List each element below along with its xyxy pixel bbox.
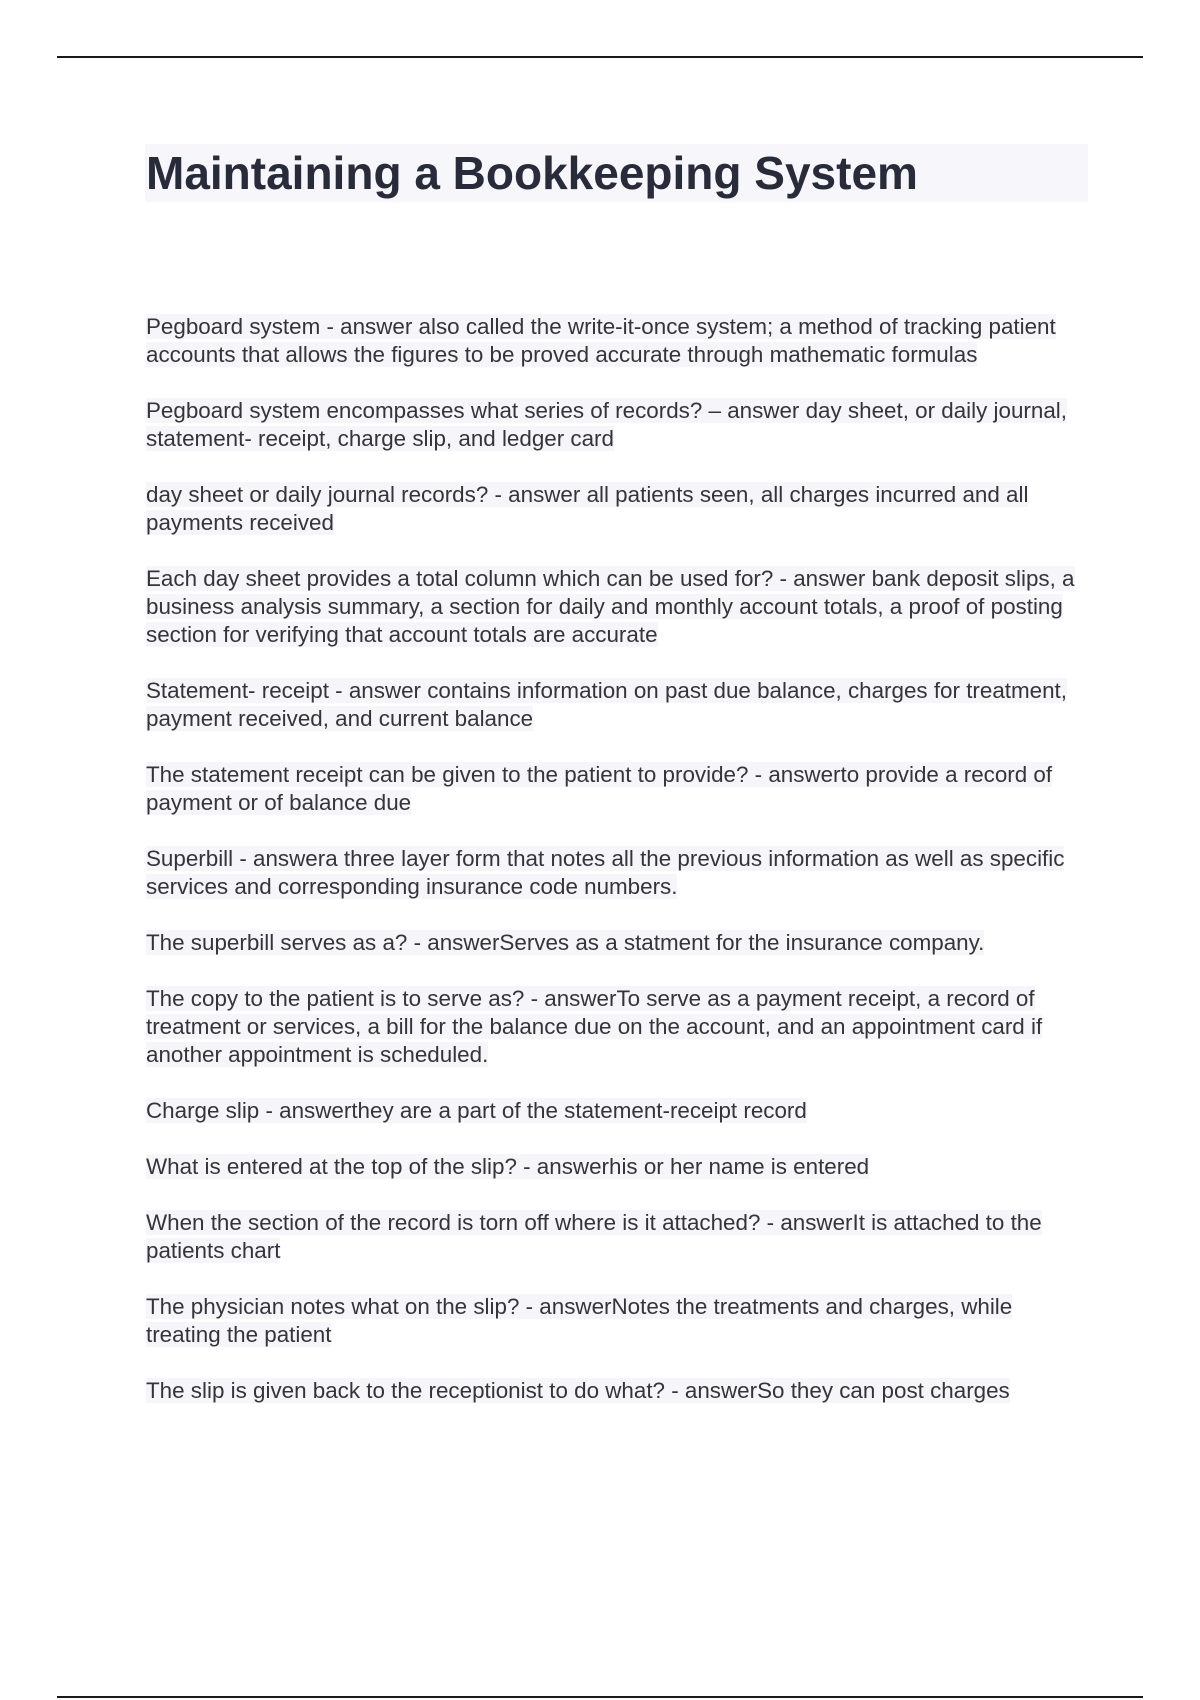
qa-entry (146, 481, 1091, 537)
qa-entry (146, 1377, 1091, 1405)
qa-entry-text: day sheet or daily journal records? - answer all patients seen, all charges incurred and all payments received (146, 482, 1029, 535)
qa-entry-text: The copy to the patient is to serve as? - answerTo serve as a payment receipt, a record of treatment or services, a bill for the balance due on the account, and an appointment card if another appointment is scheduled. (146, 986, 1043, 1067)
qa-entry-text: Superbill - answera three layer form that notes all the previous information as well as specific services and corresponding insurance code numbers. (146, 846, 1065, 899)
qa-entry-text: Pegboard system - answer also called the write-it-once system; a method of tracking patient accounts that allows the figures to be proved accurate through mathematic formulas (146, 314, 1056, 367)
qa-entry (146, 1293, 1091, 1349)
qa-entry-text: Statement- receipt - answer contains information on past due balance, charges for treatment, payment received, and current balance (146, 678, 1067, 731)
page-title: Maintaining a Bookkeeping System (146, 147, 918, 199)
qa-entry (146, 397, 1091, 453)
qa-entry (146, 565, 1091, 649)
qa-entry (146, 761, 1091, 817)
top-divider (57, 56, 1143, 58)
qa-entry (146, 677, 1091, 733)
qa-entry (146, 1153, 1091, 1181)
qa-entry-text: The slip is given back to the receptionist to do what? - answerSo they can post charges (146, 1378, 1010, 1403)
qa-entry (146, 985, 1091, 1069)
qa-entry-text: Charge slip - answerthey are a part of the statement-receipt record (146, 1098, 807, 1123)
qa-list (146, 313, 1091, 1433)
qa-entry-text: Pegboard system encompasses what series of records? – answer day sheet, or daily journal, statement- receipt, charge slip, and ledger card (146, 398, 1067, 451)
qa-entry-text: What is entered at the top of the slip? - answerhis or her name is entered (146, 1154, 870, 1179)
qa-entry (146, 845, 1091, 901)
qa-entry-text: Each day sheet provides a total column which can be used for? - answer bank deposit slips, a business analysis summary, a section for daily and monthly account totals, a proof of posting section for verifying that account totals are accurate (146, 566, 1075, 647)
qa-entry (146, 1097, 1091, 1125)
qa-entry (146, 1209, 1091, 1265)
qa-entry-text: The statement receipt can be given to the patient to provide? - answerto provide a record of payment or of balance due (146, 762, 1053, 815)
qa-entry-text: The superbill serves as a? - answerServes as a statment for the insurance company. (146, 930, 985, 955)
qa-entry-text: The physician notes what on the slip? - answerNotes the treatments and charges, while treating the patient (146, 1294, 1013, 1347)
qa-entry-text: When the section of the record is torn off where is it attached? - answerIt is attached to the patients chart (146, 1210, 1042, 1263)
qa-entry (146, 313, 1091, 369)
qa-entry (146, 929, 1091, 957)
bottom-divider (57, 1696, 1143, 1698)
